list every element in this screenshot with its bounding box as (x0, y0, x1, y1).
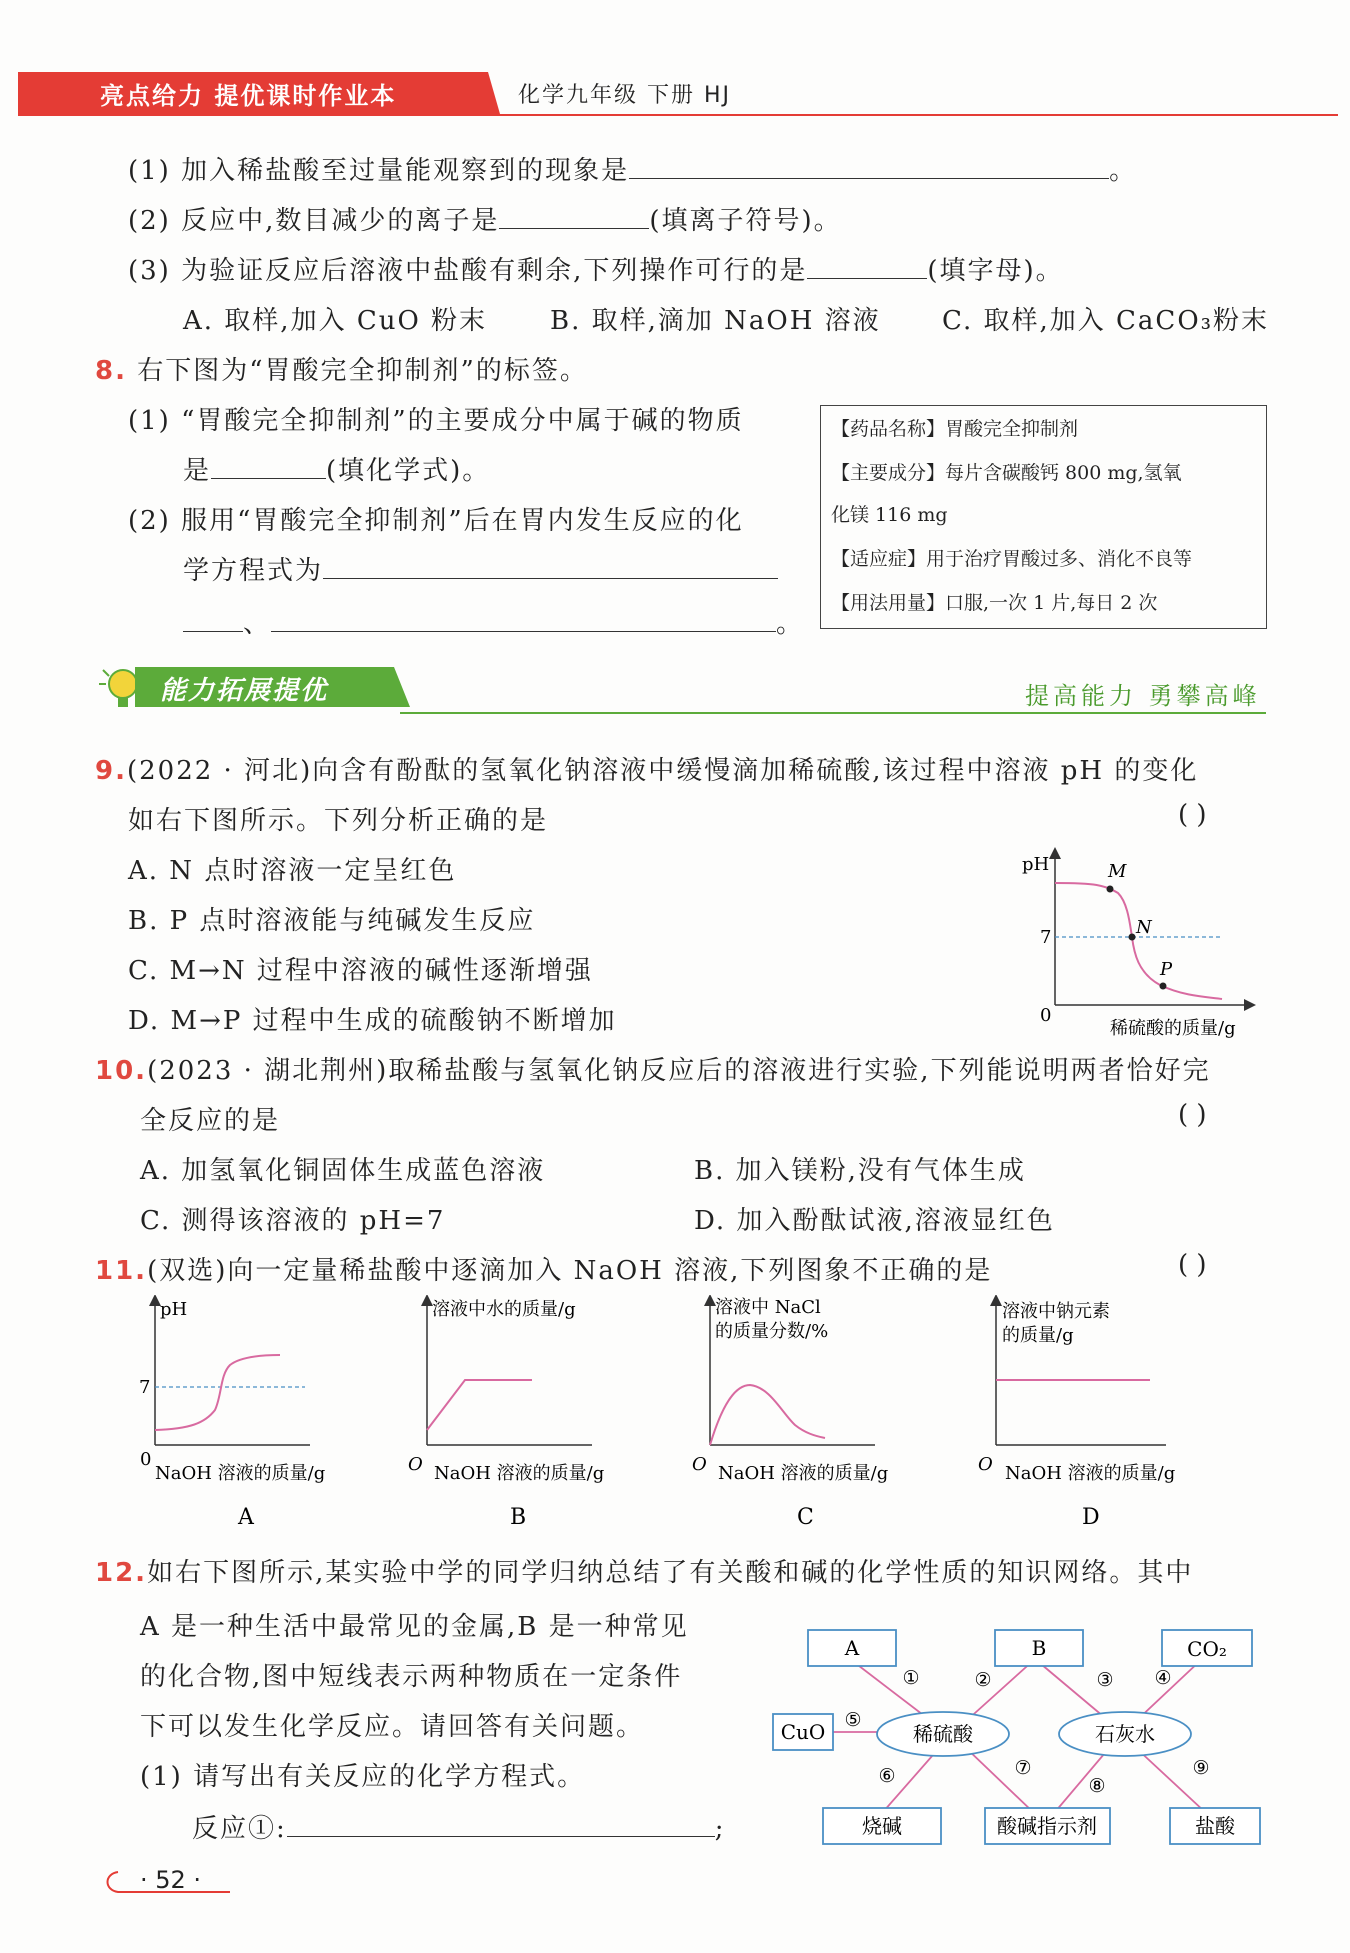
drug-label (820, 405, 1267, 629)
q10-line1: 10.(2023 · 湖北荆州)取稀盐酸与氢氧化钠反应后的溶液进行实验,下列能说明两者恰好完 (95, 1056, 1211, 1086)
drug-label-dosage: 【用法用量】口服,一次 1 片,每日 2 次 (831, 592, 1158, 614)
reaction-num-1: ① (902, 1667, 920, 1689)
y-label: 溶液中 NaCl (715, 1297, 821, 1318)
y-label: pH (160, 1299, 188, 1320)
x-label: NaOH 溶液的质量/g (1005, 1463, 1176, 1484)
origin-label: O (692, 1454, 707, 1475)
section-slogan: 提高能力 勇攀高峰 (1025, 682, 1261, 710)
label-cuo: CuO (780, 1720, 826, 1744)
origin-label: O (408, 1454, 423, 1475)
q9-option-c: C. M→N 过程中溶液的碱性逐渐增强 (128, 956, 593, 986)
y-label-2: 的质量分数/% (715, 1321, 829, 1342)
y-label: pH (1022, 854, 1050, 875)
x-label: 稀硫酸的质量/g (1110, 1018, 1236, 1039)
label-indicator: 酸碱指示剂 (997, 1814, 1097, 1838)
origin-label: 0 (1040, 1005, 1052, 1026)
answer-blank[interactable] (499, 206, 649, 229)
q8-s2a: (2) 服用“胃酸完全抑制剂”后在胃内发生反应的化 (128, 506, 744, 536)
q12-line4: (1) 请写出有关反应的化学方程式。 (140, 1762, 586, 1792)
point-p (1160, 983, 1167, 990)
y-label-2: 的质量/g (1002, 1325, 1074, 1346)
q8-s2b: 学方程式为 (183, 550, 778, 587)
drug-label-name: 【药品名称】胃酸完全抑制剂 (831, 418, 1079, 440)
origin-label: O (978, 1454, 993, 1475)
q12-line1: A 是一种生活中最常见的金属,B 是一种常见 (140, 1612, 689, 1642)
section-rule (400, 712, 1266, 714)
q10-option-d: D. 加入酚酞试液,溶液显红色 (694, 1206, 1055, 1236)
tick-7: 7 (139, 1377, 151, 1398)
graph-tag: B (510, 1505, 527, 1530)
q12-line3: 下可以发生化学反应。请回答有关问题。 (140, 1712, 645, 1742)
water-curve (427, 1380, 532, 1430)
q11-stem: 11.(双选)向一定量稀盐酸中逐滴加入 NaOH 溶液,下列图象不正确的是 (95, 1256, 993, 1286)
header-subject: 化学九年级 下册 HJ (518, 83, 732, 108)
q9-option-b: B. P 点时溶液能与纯碱发生反应 (128, 906, 536, 936)
drug-label-ingredients: 【主要成分】每片含碳酸钙 800 mg,氢氧 (831, 462, 1182, 484)
label-a: A (844, 1636, 860, 1660)
graph-b (408, 1299, 604, 1530)
drug-label-ingredients-cont: 化镁 116 mg (831, 504, 948, 526)
label-naoh: 烧碱 (862, 1814, 902, 1838)
q9-option-d: D. M→P 过程中生成的硫酸钠不断增加 (128, 1006, 617, 1036)
x-label: NaOH 溶液的质量/g (434, 1463, 605, 1484)
q12-network-diagram (765, 1622, 1275, 1852)
q10-option-c: C. 测得该溶液的 pH=7 (140, 1206, 446, 1236)
label-b: B (1031, 1636, 1047, 1660)
q9-line1: 9.(2022 · 河北)向含有酚酞的氢氧化钠溶液中缓慢滴加稀硫酸,该过程中溶液 pH 的变化 (95, 756, 1199, 786)
tick-7: 7 (1040, 927, 1052, 948)
label-lime: 石灰水 (1095, 1722, 1155, 1746)
q8-s2c: 、 。 (183, 603, 804, 640)
reaction-num-4: ④ (1154, 1667, 1172, 1689)
q8-s1b: 是 (填化学式)。 (183, 456, 491, 486)
answer-paren[interactable]: ( ) (1178, 1100, 1207, 1130)
answer-blank[interactable] (183, 609, 243, 632)
answer-paren[interactable]: ( ) (1178, 1250, 1207, 1280)
q10-option-a: A. 加氢氧化铜固体生成蓝色溶液 (140, 1156, 546, 1186)
section-title: 能力拓展提优 (160, 676, 329, 706)
point-m (1107, 886, 1114, 893)
q9-ph-graph (1010, 845, 1275, 1040)
q10-line2: 全反应的是 (140, 1106, 281, 1136)
q9-line2: 如右下图所示。下列分析正确的是 (128, 806, 549, 836)
drug-label-indications: 【适应症】用于治疗胃酸过多、消化不良等 (831, 548, 1193, 570)
nacl-curve (710, 1385, 825, 1445)
answer-blank[interactable] (287, 1814, 715, 1837)
q7-s1: (1) 加入稀盐酸至过量能观察到的现象是 。 (128, 156, 1138, 186)
graph-d (978, 1300, 1175, 1530)
q7-s3: (3) 为验证反应后溶液中盐酸有剩余,下列操作可行的是 (填字母)。 (128, 256, 1064, 286)
label-n: N (1136, 917, 1152, 938)
reaction-num-2: ② (974, 1669, 992, 1691)
answer-blank[interactable] (629, 156, 1109, 179)
q7-option-c: C. 取样,加入 CaCO₃粉末 (942, 306, 1270, 336)
answer-blank[interactable] (323, 556, 778, 579)
reaction-num-9: ⑨ (1192, 1757, 1210, 1779)
label-m: M (1108, 861, 1127, 882)
answer-blank[interactable] (807, 256, 927, 279)
label-p: P (1160, 959, 1173, 980)
header-title: 亮点给力 提优课时作业本 (100, 82, 397, 110)
graph-tag: D (1082, 1505, 1100, 1530)
q7-option-a: A. 取样,加入 CuO 粉末 (183, 306, 488, 336)
point-n (1129, 934, 1136, 941)
label-acid: 稀硫酸 (913, 1722, 973, 1746)
q12-line0: 12.如右下图所示,某实验中学的同学归纳总结了有关酸和碱的化学性质的知识网络。其中 (95, 1558, 1194, 1588)
header-rule (18, 114, 1338, 116)
y-label: 溶液中钠元素 (1002, 1301, 1110, 1322)
label-co2: CO₂ (1187, 1637, 1227, 1661)
graph-tag: C (797, 1505, 814, 1530)
answer-blank[interactable] (271, 609, 776, 632)
q12-line5: 反应①: ; (192, 1814, 726, 1844)
answer-paren[interactable]: ( ) (1178, 800, 1207, 830)
reaction-num-7: ⑦ (1014, 1757, 1032, 1779)
graph-a (139, 1299, 325, 1530)
ph-curve (1055, 883, 1222, 999)
q7-s2: (2) 反应中,数目减少的离子是 (填离子符号)。 (128, 206, 842, 236)
graph-c (692, 1297, 888, 1530)
reaction-num-3: ③ (1096, 1669, 1114, 1691)
x-label: NaOH 溶液的质量/g (155, 1463, 326, 1484)
q9-option-a: A. N 点时溶液一定呈红色 (128, 856, 457, 886)
q7-option-b: B. 取样,滴加 NaOH 溶液 (550, 306, 881, 336)
label-hcl: 盐酸 (1195, 1814, 1235, 1838)
reaction-num-5: ⑤ (844, 1709, 862, 1731)
header-band-tip (470, 72, 500, 114)
reaction-num-6: ⑥ (878, 1765, 896, 1787)
section-band-tip (390, 667, 410, 707)
q12-line2: 的化合物,图中短线表示两种物质在一定条件 (140, 1662, 683, 1692)
x-label: NaOH 溶液的质量/g (718, 1463, 889, 1484)
page-number: · 52 · (140, 1866, 202, 1894)
q8-s1a: (1) “胃酸完全抑制剂”的主要成分中属于碱的物质 (128, 406, 744, 436)
q11-graphs (130, 1295, 1230, 1535)
origin-label: 0 (140, 1449, 152, 1470)
answer-blank[interactable] (211, 456, 326, 479)
lightbulb-icon (95, 660, 135, 716)
q10-option-b: B. 加入镁粉,没有气体生成 (694, 1156, 1026, 1186)
ph-curve (155, 1355, 280, 1430)
reaction-num-8: ⑧ (1088, 1775, 1106, 1797)
y-label: 溶液中水的质量/g (432, 1299, 576, 1320)
graph-tag: A (238, 1505, 254, 1530)
q8-stem: 8. 右下图为“胃酸完全抑制剂”的标签。 (95, 356, 588, 386)
